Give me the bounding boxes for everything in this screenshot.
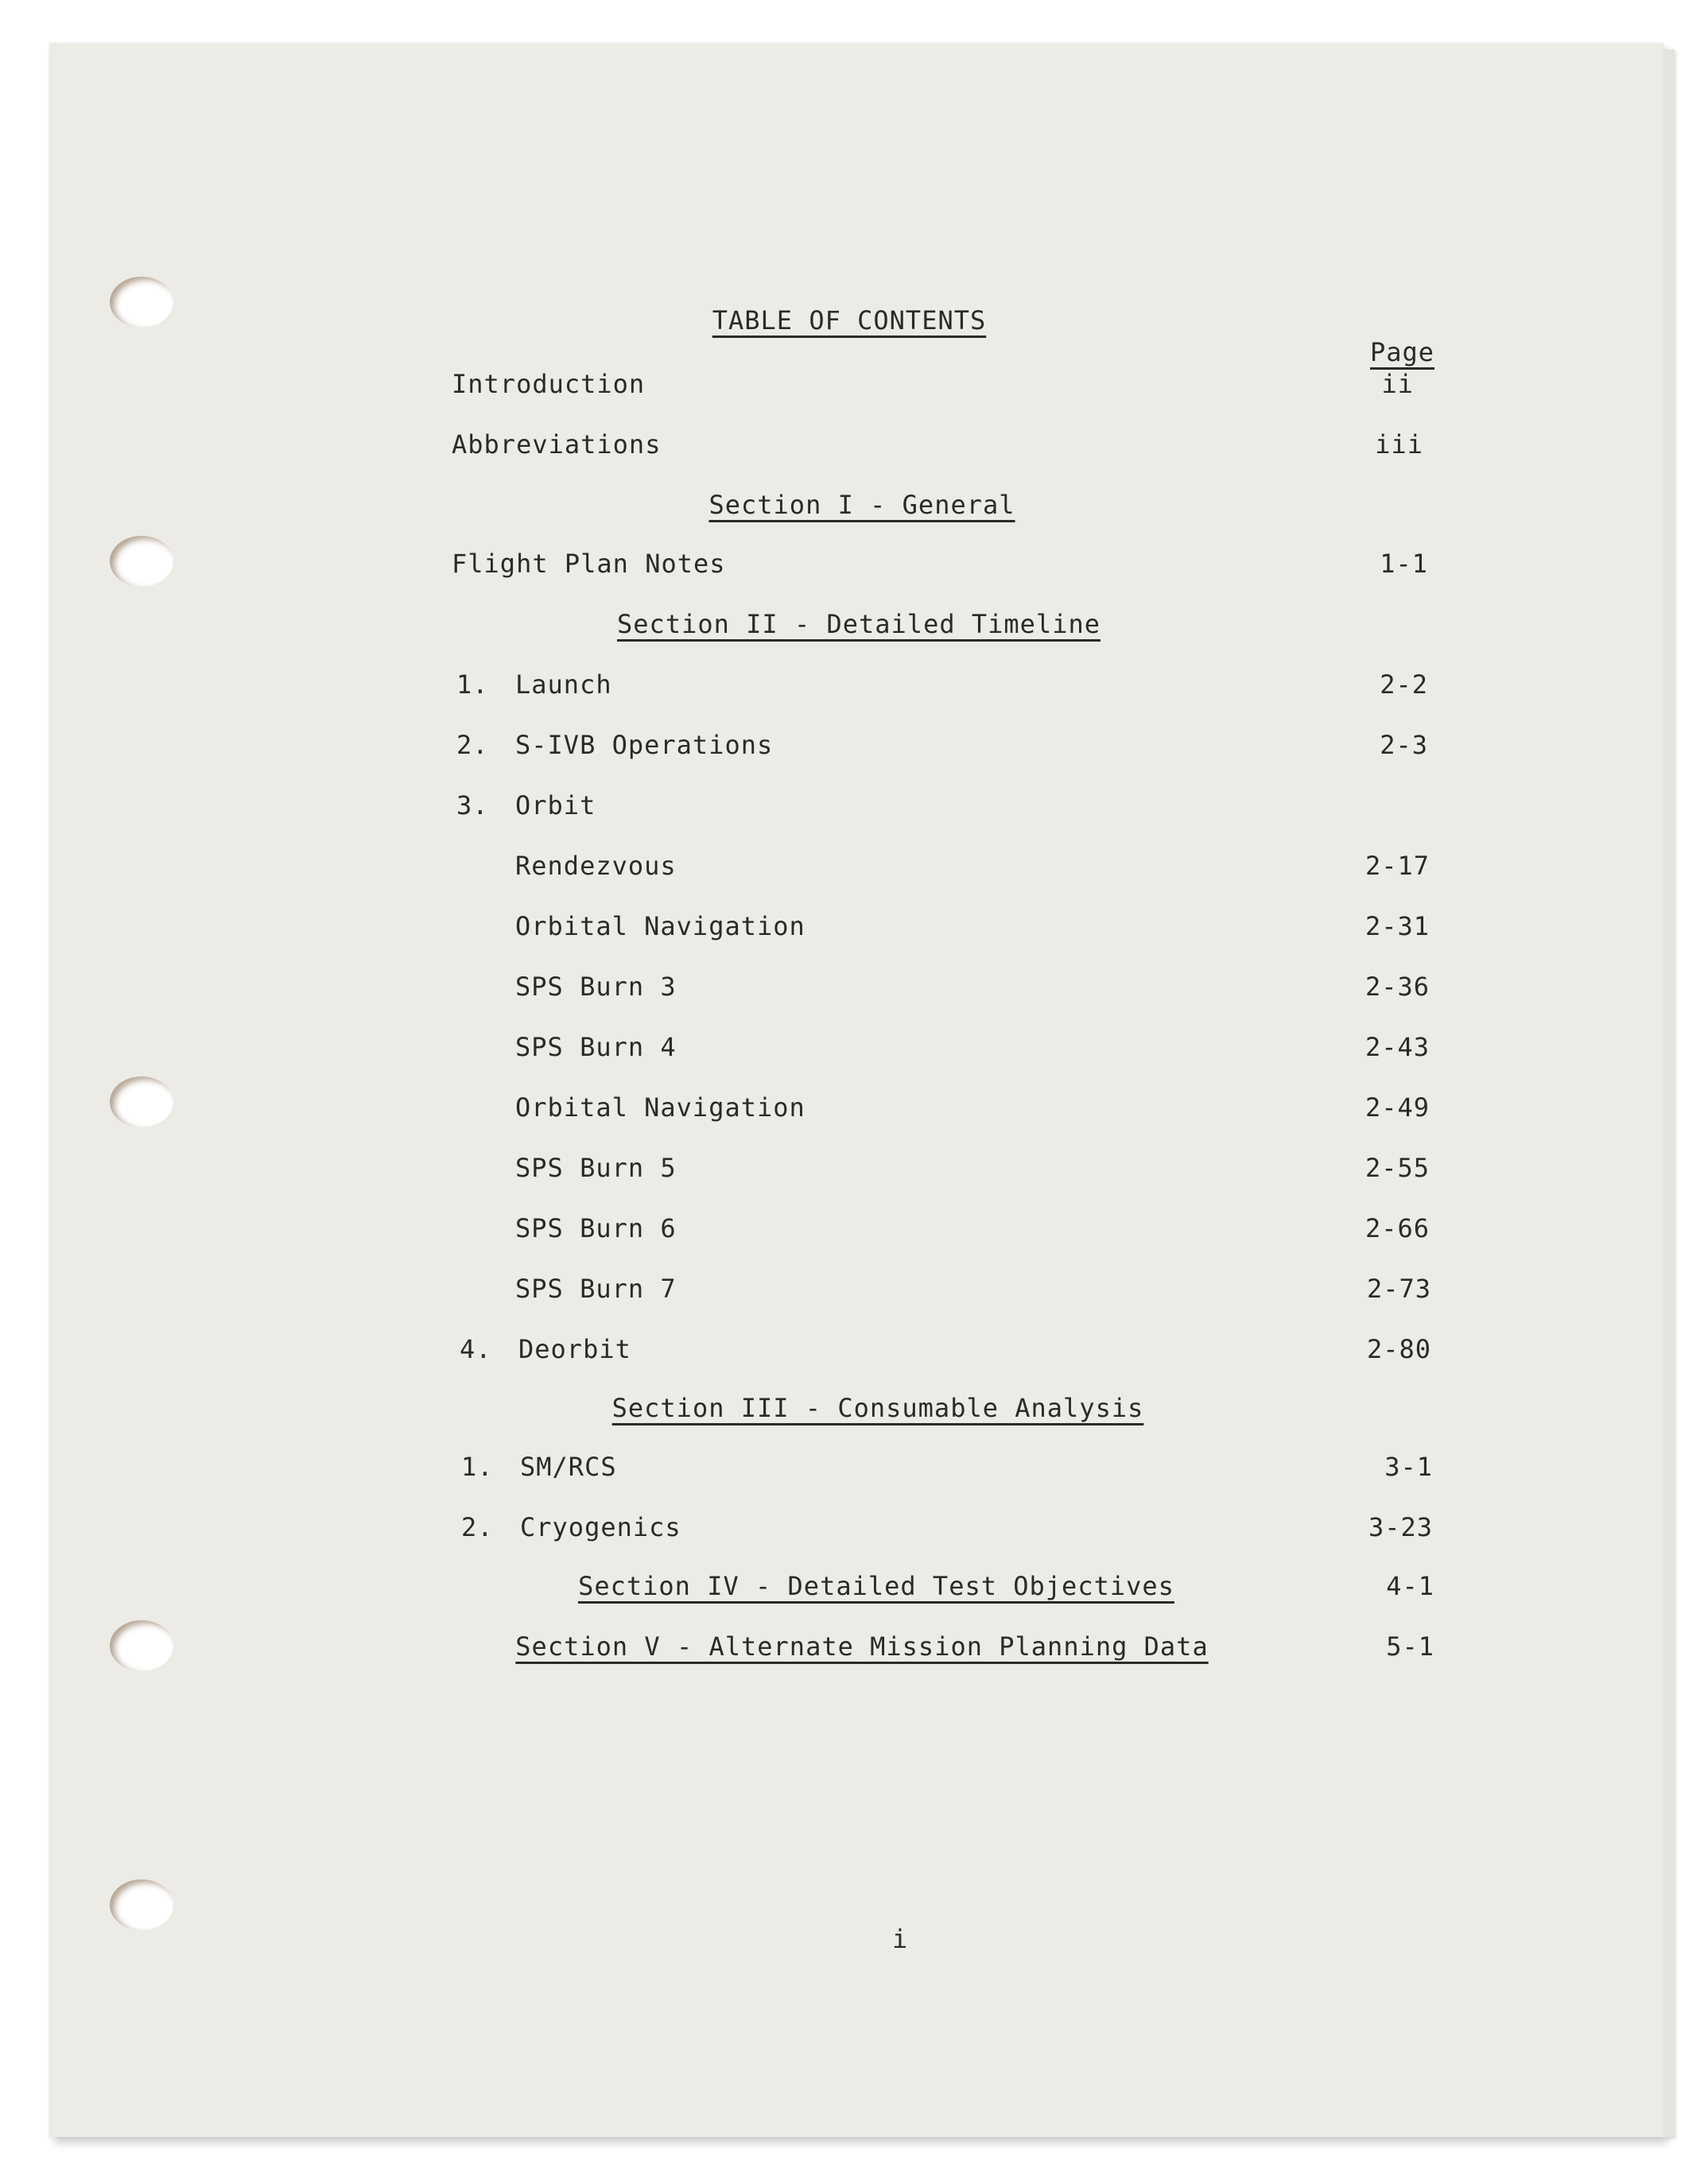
toc-entry-label: SPS Burn 5 <box>515 1153 677 1183</box>
toc-entry-page: 1-1 <box>1380 549 1428 579</box>
toc-entry-number: 1. <box>456 669 489 700</box>
toc-entry-number: 3. <box>456 790 489 820</box>
toc-entry-page: 2-55 <box>1364 1153 1430 1183</box>
section-heading: Section V - Alternate Mission Planning Data <box>515 1631 1209 1662</box>
toc-entry-label: SPS Burn 3 <box>515 972 677 1002</box>
section-heading: Section I - General <box>708 490 1015 520</box>
toc-entry-label: Rendezvous <box>515 851 677 881</box>
toc-entry-page: 2-49 <box>1364 1092 1430 1123</box>
binder-hole <box>110 1879 173 1930</box>
toc-entry-label: Cryogenics <box>520 1512 681 1542</box>
toc-entry-page: 2-2 <box>1380 669 1428 700</box>
section-heading: Section II - Detailed Timeline <box>617 609 1100 639</box>
toc-entry-page: 2-43 <box>1364 1032 1430 1062</box>
toc-entry-page: 2-80 <box>1366 1334 1431 1364</box>
toc-entry-page: 3-23 <box>1368 1512 1433 1542</box>
toc-entry-page: 2-66 <box>1364 1213 1430 1243</box>
toc-entry-number: 1. <box>461 1452 494 1482</box>
binder-hole <box>110 536 173 587</box>
toc-entry-label: SPS Burn 7 <box>515 1274 677 1304</box>
toc-entry-page: ii <box>1381 369 1414 399</box>
toc-entry-page: 2-36 <box>1364 972 1430 1002</box>
page-number: i <box>892 1924 909 1954</box>
page-edge <box>1663 49 1675 2137</box>
toc-entry-page: 2-17 <box>1364 851 1430 881</box>
toc-entry-number: 2. <box>456 730 489 760</box>
section-heading: Section IV - Detailed Test Objectives <box>578 1571 1174 1601</box>
toc-entry-label: Flight Plan Notes <box>452 549 726 579</box>
toc-entry-number: 2. <box>461 1512 494 1542</box>
toc-entry-label: Launch <box>515 669 612 700</box>
toc-entry-page: iii <box>1375 429 1423 460</box>
toc-entry-number: 4. <box>460 1334 492 1364</box>
toc-entry-label: Orbit <box>515 790 596 820</box>
toc-entry-page: 3-1 <box>1384 1452 1433 1482</box>
toc-title: TABLE OF CONTENTS <box>712 305 987 336</box>
toc-entry-page: 4-1 <box>1386 1571 1434 1601</box>
section-heading: Section III - Consumable Analysis <box>611 1393 1144 1423</box>
toc-entry-label: SPS Burn 4 <box>515 1032 677 1062</box>
toc-entry-label: Orbital Navigation <box>515 1092 805 1123</box>
toc-entry-label: Introduction <box>452 369 646 399</box>
toc-entry-label: SPS Burn 6 <box>515 1213 677 1243</box>
toc-entry-label: Orbital Navigation <box>515 911 805 941</box>
toc-entry-page: 2-3 <box>1380 730 1428 760</box>
toc-entry-page: 2-31 <box>1364 911 1430 941</box>
binder-hole <box>110 1076 173 1127</box>
toc-entry-page: 2-73 <box>1366 1274 1431 1304</box>
toc-entry-label: SM/RCS <box>520 1452 617 1482</box>
toc-entry-label: S-IVB Operations <box>515 730 774 760</box>
toc-entry-page: 5-1 <box>1386 1631 1434 1662</box>
toc-entry-label: Abbreviations <box>452 429 662 460</box>
toc-entry-label: Deorbit <box>518 1334 631 1364</box>
page-column-header: Page <box>1370 337 1435 367</box>
